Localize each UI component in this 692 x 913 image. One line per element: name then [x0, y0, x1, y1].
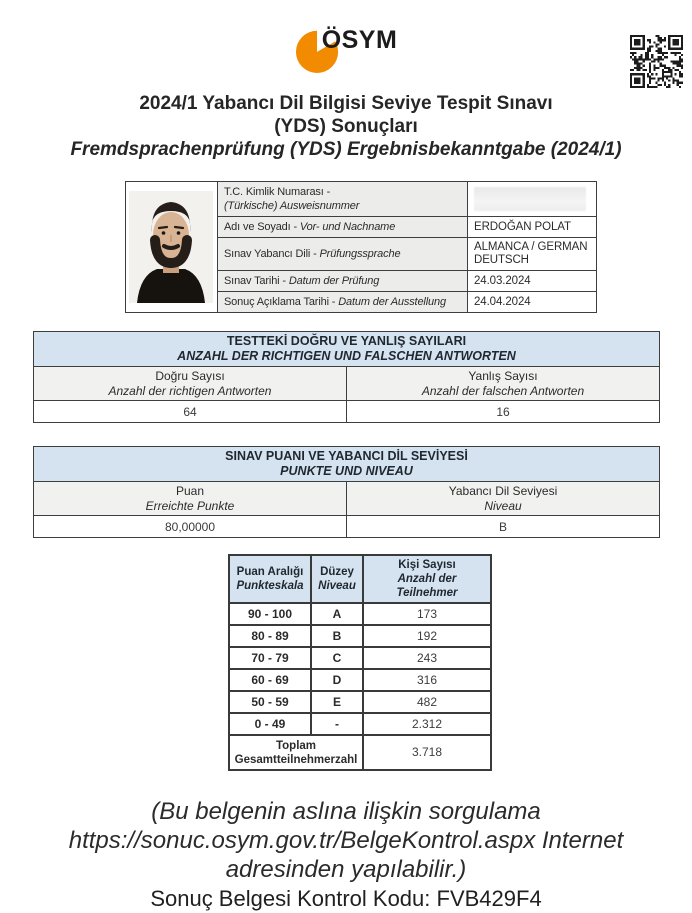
range-column-header: Puan Aralığı Punkteskala: [229, 555, 311, 603]
info-label-result-date: Sonuç Açıklama Tarihi - Datum der Ausstellung: [218, 292, 468, 313]
table-row: 50 - 59 E 482: [229, 691, 491, 713]
page-title: [0, 92, 692, 161]
table-row: 80 - 89 B 192: [229, 625, 491, 647]
header: [0, 0, 692, 78]
table-row: [229, 735, 491, 770]
title-line-2: (YDS) Sonuçları: [274, 116, 418, 137]
correct-count-header: Doğru Sayısı Anzahl der richtigen Antworten: [34, 367, 347, 401]
score-value: 80,00000: [34, 516, 347, 538]
level-header: Yabancı Dil Seviyesi Niveau: [347, 482, 660, 516]
table-row: [34, 332, 660, 367]
osym-logo-text: ÖSYM: [321, 26, 398, 54]
verification-note: (Bu belgenin aslına ilişkin sorgulama https://sonuc.osym.gov.tr/BelgeKontrol.aspx Internet adresinden yapılabilir.): [68, 798, 624, 883]
info-label-language: Sınav Yabancı Dili - Prüfungssprache: [218, 238, 468, 271]
info-label-id: T.C. Kimlik Numarası - (Türkische) Ausweisnummer: [218, 182, 468, 217]
info-value-result-date: 24.04.2024: [468, 292, 597, 313]
title-line-1: 2024/1 Yabancı Dil Bilgisi Seviye Tespit Sınavı: [139, 93, 553, 114]
qr-code: [628, 33, 685, 90]
table-row: 0 - 49 - 2.312: [229, 713, 491, 735]
total-value: 3.718: [363, 735, 491, 770]
answers-table: [33, 331, 660, 423]
level-column-header: Düzey Niveau: [311, 555, 363, 603]
table-row: 90 - 100 A 173: [229, 603, 491, 625]
answers-table-header: TESTTEKİ DOĞRU VE YANLIŞ SAYILARI ANZAHL DER RICHTIGEN UND FALSCHEN ANTWORTEN: [34, 332, 660, 367]
info-value-id: [468, 182, 597, 217]
applicant-photo: [126, 182, 218, 313]
table-row: 60 - 69 D 316: [229, 669, 491, 691]
table-row: [34, 447, 660, 482]
wrong-count-header: Yanlış Sayısı Anzahl der falschen Antworten: [347, 367, 660, 401]
table-row: [34, 516, 660, 538]
redacted-id-number: [474, 187, 586, 211]
control-code-value: FVB429F4: [436, 886, 542, 911]
control-code-line: [0, 885, 692, 913]
personal-info-table: [125, 181, 597, 313]
info-value-name: ERDOĞAN POLAT: [468, 217, 597, 238]
info-value-exam-date: 24.03.2024: [468, 271, 597, 292]
table-row: [126, 182, 597, 217]
level-value: B: [347, 516, 660, 538]
osym-logo: [295, 22, 398, 78]
score-header: Puan Erreichte Punkte: [34, 482, 347, 516]
table-row: [34, 482, 660, 516]
table-row: [229, 555, 491, 603]
count-column-header: Kişi Sayısı Anzahl der Teilnehmer: [363, 555, 491, 603]
score-table-header: SINAV PUANI VE YABANCI DİL SEVİYESİ PUNKTE UND NIVEAU: [34, 447, 660, 482]
table-row: [34, 401, 660, 423]
title-subtitle-german: Fremdsprachenprüfung (YDS) Ergebnisbekanntgabe (2024/1): [70, 139, 622, 160]
total-label: Toplam Gesamtteilnehmerzahl: [229, 735, 363, 770]
control-code-label: Sonuç Belgesi Kontrol Kodu:: [150, 886, 431, 911]
wrong-count-value: 16: [347, 401, 660, 423]
info-label-name: Adı ve Soyadı - Vor- und Nachname: [218, 217, 468, 238]
info-value-language: ALMANCA / GERMAN DEUTSCH: [468, 238, 597, 271]
score-table: [33, 446, 660, 538]
table-row: 70 - 79 C 243: [229, 647, 491, 669]
distribution-table: [228, 554, 492, 771]
table-row: [34, 367, 660, 401]
info-label-exam-date: Sınav Tarihi - Datum der Prüfung: [218, 271, 468, 292]
correct-count-value: 64: [34, 401, 347, 423]
